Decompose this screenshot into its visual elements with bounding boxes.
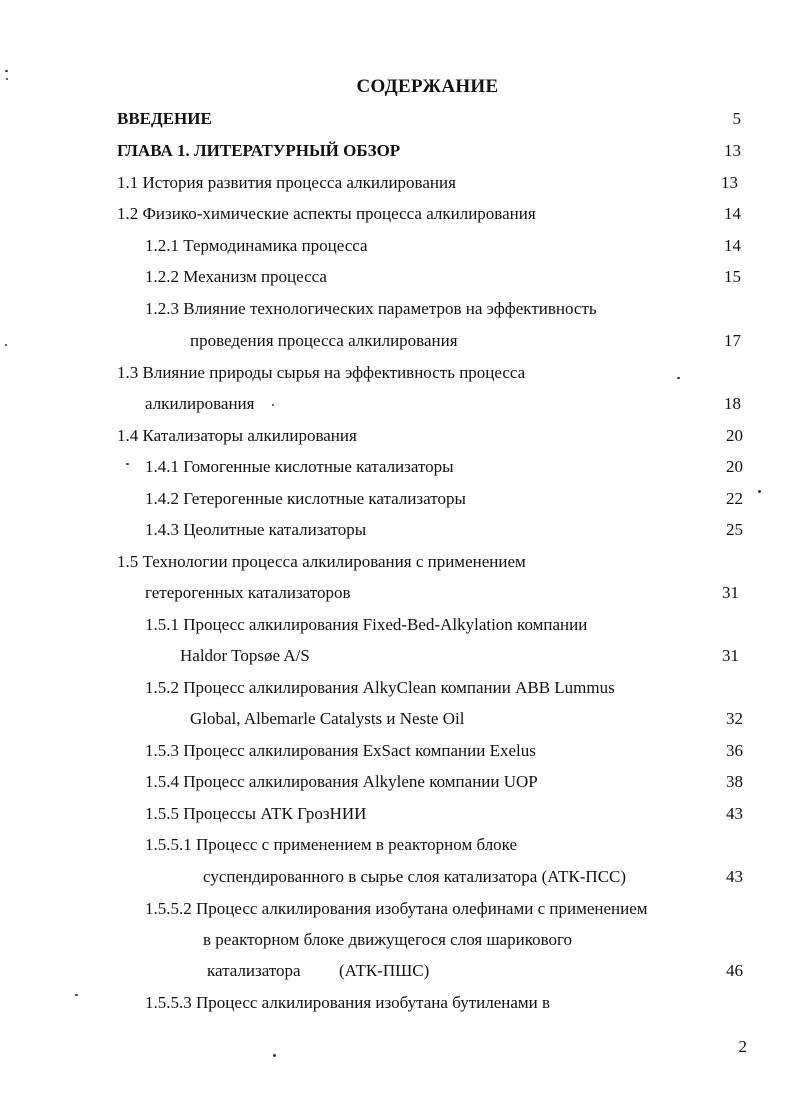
toc-page-number: 18 xyxy=(724,394,741,413)
toc-entry-1-4-3: 1.4.3 Цеолитные катализаторы xyxy=(145,520,367,539)
toc-entry-1-4: 1.4 Катализаторы алкилирования xyxy=(117,426,357,445)
toc-entry-1-3: 1.3 Влияние природы сырья на эффективность процесса xyxy=(117,363,526,382)
scan-speck xyxy=(5,70,8,72)
toc-entry-continuation: суспендированного в сырье слоя катализатора (АТК-ПСС) xyxy=(203,867,627,886)
toc-entry-continuation: (АТК-ПШС) xyxy=(339,961,430,980)
page-number: 2 xyxy=(738,1037,747,1056)
toc-page-number: 15 xyxy=(724,267,741,286)
toc-entry-1-2-3: 1.2.3 Влияние технологических параметров на эффективность xyxy=(145,299,597,318)
toc-page-number: 13 xyxy=(721,173,738,192)
toc-entry-1-2-2: 1.2.2 Механизм процесса xyxy=(145,267,327,286)
toc-entry-1-5-5-3: 1.5.5.3 Процесс алкилирования изобутана бутиленами в xyxy=(145,993,551,1012)
toc-entry-1-4-2: 1.4.2 Гетерогенные кислотные катализаторы xyxy=(145,489,466,508)
toc-entry-1-5-1: 1.5.1 Процесс алкилирования Fixed-Bed-Alkylation компании xyxy=(145,615,588,634)
toc-page-number: 25 xyxy=(726,520,743,539)
toc-entry-1-5-5-2: 1.5.5.2 Процесс алкилирования изобутана олефинами с применением xyxy=(145,899,648,918)
toc-entry-continuation: гетерогенных катализаторов xyxy=(145,583,351,602)
toc-entry-1-5-5: 1.5.5 Процессы АТК ГрозНИИ xyxy=(145,804,367,823)
toc-page-number: 14 xyxy=(724,204,741,223)
toc-page-number: 22 xyxy=(726,489,743,508)
scan-speck xyxy=(126,463,129,465)
toc-page-number: 32 xyxy=(726,709,743,728)
toc-entry-continuation: катализатора xyxy=(207,961,301,980)
toc-page-number: 38 xyxy=(726,772,743,791)
toc-page-number: 20 xyxy=(726,426,743,445)
toc-entry-chapter-1: ГЛАВА 1. ЛИТЕРАТУРНЫЙ ОБЗОР xyxy=(117,141,401,160)
toc-page-number: 36 xyxy=(726,741,743,760)
toc-entry-continuation: алкилирования xyxy=(145,394,255,413)
toc-entry-1-5-3: 1.5.3 Процесс алкилирования ExSact компании Exelus xyxy=(145,741,536,760)
toc-page-number: 20 xyxy=(726,457,743,476)
toc-page-number: 14 xyxy=(724,236,741,255)
toc-page-number: 31 xyxy=(722,583,739,602)
toc-entry-continuation: проведения процесса алкилирования xyxy=(190,331,458,350)
toc-entry-continuation: Haldor Topsøe A/S xyxy=(180,646,310,665)
scan-speck xyxy=(677,377,680,379)
toc-entry-1-1: 1.1 История развития процесса алкилирования xyxy=(117,173,456,192)
toc-page-number: 43 xyxy=(726,804,743,823)
toc-page-number: 46 xyxy=(726,961,743,980)
scan-speck xyxy=(272,404,274,406)
toc-page-number: 31 xyxy=(722,646,739,665)
toc-entry-introduction: ВВЕДЕНИЕ xyxy=(117,109,212,128)
toc-page-number: 43 xyxy=(726,867,743,886)
scan-speck xyxy=(273,1054,276,1057)
toc-page-number: 5 xyxy=(732,109,741,128)
scan-speck xyxy=(75,994,78,996)
page-title: СОДЕРЖАНИЕ xyxy=(356,76,499,97)
toc-entry-1-2: 1.2 Физико-химические аспекты процесса алкилирования xyxy=(117,204,536,223)
toc-entry-1-5-2: 1.5.2 Процесс алкилирования AlkyClean компании ABB Lummus xyxy=(145,678,615,697)
toc-page-number: 13 xyxy=(724,141,741,160)
toc-entry-continuation: Global, Albemarle Catalysts и Neste Oil xyxy=(190,709,465,728)
toc-page-number: 17 xyxy=(724,331,741,350)
toc-entry-1-4-1: 1.4.1 Гомогенные кислотные катализаторы xyxy=(145,457,454,476)
scan-speck xyxy=(758,490,761,493)
scan-speck xyxy=(5,344,7,346)
scan-speck xyxy=(6,78,8,80)
toc-entry-continuation: в реакторном блоке движущегося слоя шарикового xyxy=(203,930,573,949)
toc-entry-1-5: 1.5 Технологии процесса алкилирования с применением xyxy=(117,552,526,571)
toc-entry-1-5-5-1: 1.5.5.1 Процесс с применением в реакторном блоке xyxy=(145,835,518,854)
toc-entry-1-5-4: 1.5.4 Процесс алкилирования Alkylene компании UOP xyxy=(145,772,538,791)
toc-entry-1-2-1: 1.2.1 Термодинамика процесса xyxy=(145,236,368,255)
